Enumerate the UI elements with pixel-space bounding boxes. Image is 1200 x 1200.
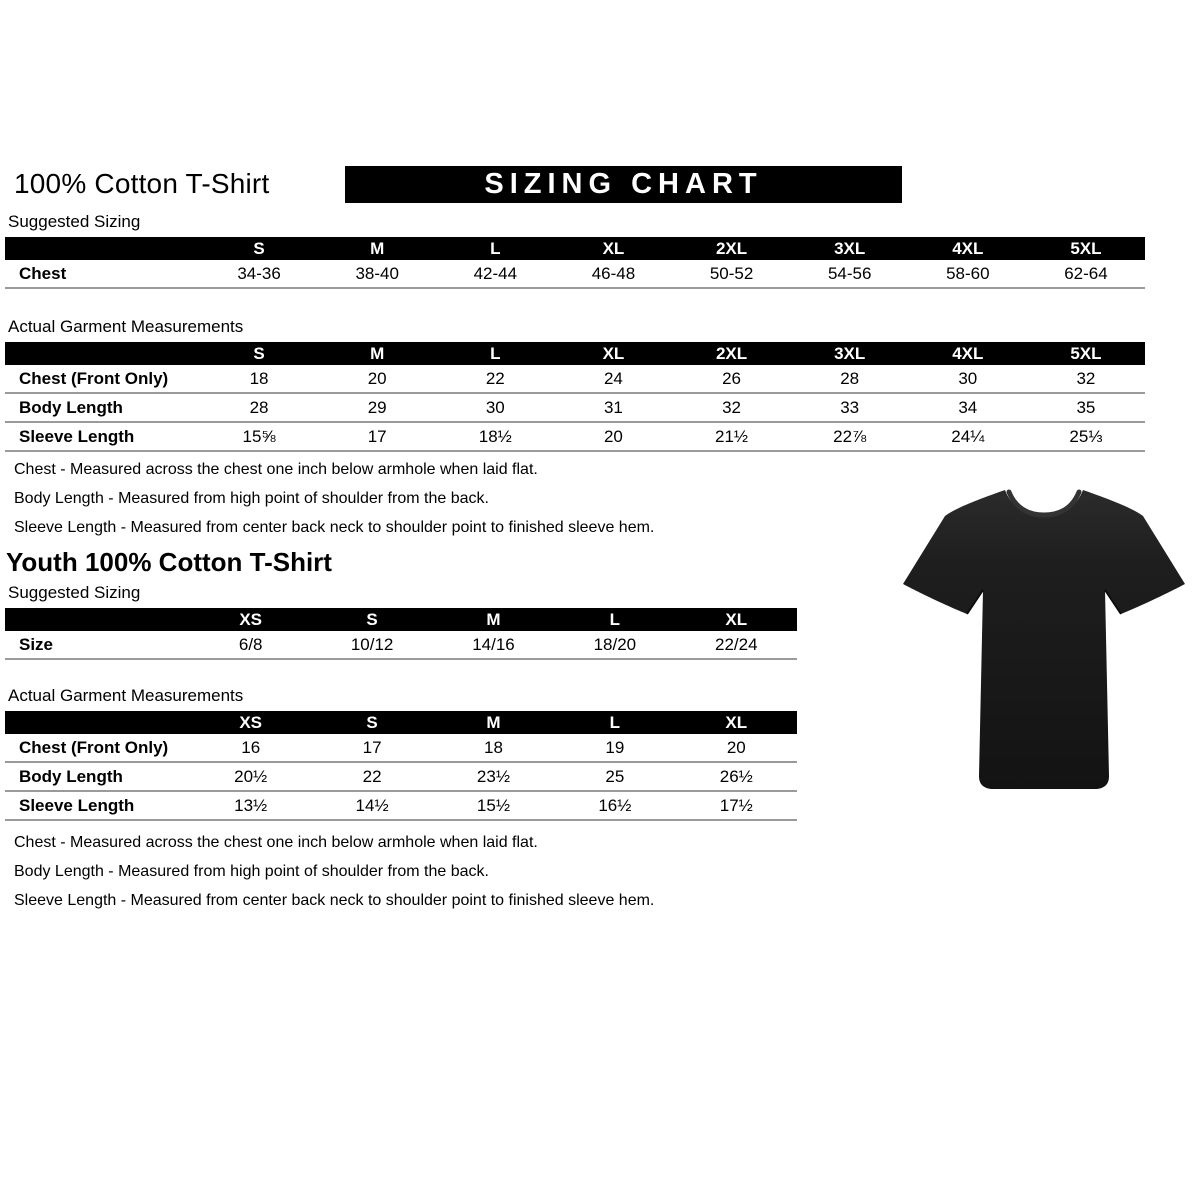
size-value-cell: 17 (318, 422, 436, 451)
row-label: Chest (Front Only) (5, 365, 200, 393)
size-column-header: XL (554, 237, 672, 260)
size-value-cell: 19 (554, 734, 675, 762)
size-value-cell: 18½ (436, 422, 554, 451)
youth-title: Youth 100% Cotton T-Shirt (6, 547, 332, 577)
size-value-cell: 26½ (676, 762, 797, 791)
table-row (5, 734, 797, 762)
row-label: Body Length (5, 393, 200, 422)
header-spacer-cell (5, 711, 190, 734)
size-value-cell: 20 (676, 734, 797, 762)
sizing-chart-banner-text: SIZING CHART (484, 168, 763, 200)
size-value-cell: 58-60 (909, 260, 1027, 288)
youth-suggested-sizing-label: Suggested Sizing (8, 583, 141, 602)
size-value-cell: 20 (554, 422, 672, 451)
size-value-cell: 22 (311, 762, 432, 791)
size-value-cell: 22⅞ (791, 422, 909, 451)
row-label: Chest (Front Only) (5, 734, 190, 762)
size-column-header: 2XL (673, 237, 791, 260)
size-value-cell: 18 (433, 734, 554, 762)
header-spacer-cell (5, 237, 200, 260)
size-value-cell: 34-36 (200, 260, 318, 288)
size-value-cell: 54-56 (791, 260, 909, 288)
size-column-header: M (318, 237, 436, 260)
table-row (5, 631, 797, 659)
size-column-header: 5XL (1027, 342, 1145, 365)
size-value-cell: 20½ (190, 762, 311, 791)
size-value-cell: 25⅓ (1027, 422, 1145, 451)
size-column-header: S (311, 711, 432, 734)
size-value-cell: 30 (436, 393, 554, 422)
table-row (5, 762, 797, 791)
size-value-cell: 24¼ (909, 422, 1027, 451)
note-line: Body Length - Measured from high point of shoulder from the back. (14, 863, 489, 880)
adult-suggested-sizing-label: Suggested Sizing (8, 212, 141, 231)
size-value-cell: 15⅝ (200, 422, 318, 451)
table-row (5, 422, 1145, 451)
header (0, 166, 1200, 206)
size-value-cell: 25 (554, 762, 675, 791)
table-row (5, 260, 1145, 288)
size-value-cell: 62-64 (1027, 260, 1145, 288)
size-value-cell: 30 (909, 365, 1027, 393)
adult-actual-measurements-label: Actual Garment Measurements (8, 317, 244, 336)
tshirt-product-image (893, 476, 1193, 821)
size-column-header: XL (676, 608, 797, 631)
size-value-cell: 29 (318, 393, 436, 422)
size-column-header: 4XL (909, 342, 1027, 365)
size-value-cell: 26 (673, 365, 791, 393)
row-label: Body Length (5, 762, 190, 791)
size-value-cell: 18/20 (554, 631, 675, 659)
note-line: Sleeve Length - Measured from center back neck to shoulder point to finished sleeve hem. (14, 519, 655, 536)
size-column-header: XS (190, 608, 311, 631)
adult-actual-measurements-table (5, 342, 1200, 452)
youth-actual-measurements-label: Actual Garment Measurements (8, 686, 244, 705)
row-label: Chest (5, 260, 200, 288)
size-column-header: S (200, 342, 318, 365)
size-header-row (5, 237, 1145, 260)
size-value-cell: 38-40 (318, 260, 436, 288)
size-column-header: XL (676, 711, 797, 734)
table-row (5, 791, 797, 820)
note-line: Sleeve Length - Measured from center back neck to shoulder point to finished sleeve hem. (14, 892, 655, 909)
size-value-cell: 13½ (190, 791, 311, 820)
size-column-header: M (318, 342, 436, 365)
row-label: Sleeve Length (5, 422, 200, 451)
note-line: Chest - Measured across the chest one inch below armhole when laid flat. (14, 834, 538, 851)
size-value-cell: 42-44 (436, 260, 554, 288)
size-value-cell: 32 (1027, 365, 1145, 393)
size-value-cell: 16 (190, 734, 311, 762)
size-value-cell: 23½ (433, 762, 554, 791)
table-row (5, 365, 1145, 393)
size-column-header: S (200, 237, 318, 260)
size-header-row (5, 608, 797, 631)
size-value-cell: 31 (554, 393, 672, 422)
tshirt-body (903, 490, 1185, 789)
size-column-header: 3XL (791, 342, 909, 365)
row-label: Sleeve Length (5, 791, 190, 820)
table-row (5, 393, 1145, 422)
adult-suggested-sizing-table (5, 237, 1200, 289)
size-value-cell: 33 (791, 393, 909, 422)
size-value-cell: 15½ (433, 791, 554, 820)
size-column-header: L (554, 608, 675, 631)
size-value-cell: 10/12 (311, 631, 432, 659)
size-column-header: 5XL (1027, 237, 1145, 260)
size-column-header: 2XL (673, 342, 791, 365)
size-value-cell: 17 (311, 734, 432, 762)
size-value-cell: 20 (318, 365, 436, 393)
size-column-header: L (554, 711, 675, 734)
sizing-chart-banner (345, 166, 902, 203)
size-value-cell: 32 (673, 393, 791, 422)
size-value-cell: 34 (909, 393, 1027, 422)
size-header-row (5, 711, 797, 734)
note-line: Chest - Measured across the chest one inch below armhole when laid flat. (14, 461, 538, 478)
size-column-header: M (433, 608, 554, 631)
size-column-header: L (436, 237, 554, 260)
size-value-cell: 35 (1027, 393, 1145, 422)
size-value-cell: 21½ (673, 422, 791, 451)
size-value-cell: 28 (200, 393, 318, 422)
size-header-row (5, 342, 1145, 365)
size-column-header: 3XL (791, 237, 909, 260)
size-value-cell: 28 (791, 365, 909, 393)
size-value-cell: 46-48 (554, 260, 672, 288)
size-value-cell: 14½ (311, 791, 432, 820)
note-line: Body Length - Measured from high point of shoulder from the back. (14, 490, 489, 507)
size-value-cell: 50-52 (673, 260, 791, 288)
page-title: 100% Cotton T-Shirt (14, 168, 270, 199)
size-column-header: L (436, 342, 554, 365)
tshirt-graphic (893, 476, 1193, 821)
size-value-cell: 16½ (554, 791, 675, 820)
size-value-cell: 22 (436, 365, 554, 393)
youth-measurement-notes (0, 833, 1200, 911)
size-column-header: 4XL (909, 237, 1027, 260)
size-value-cell: 17½ (676, 791, 797, 820)
size-column-header: S (311, 608, 432, 631)
row-label: Size (5, 631, 190, 659)
size-value-cell: 24 (554, 365, 672, 393)
size-column-header: XS (190, 711, 311, 734)
size-value-cell: 6/8 (190, 631, 311, 659)
size-value-cell: 18 (200, 365, 318, 393)
size-value-cell: 22/24 (676, 631, 797, 659)
size-value-cell: 14/16 (433, 631, 554, 659)
size-column-header: M (433, 711, 554, 734)
size-column-header: XL (554, 342, 672, 365)
header-spacer-cell (5, 608, 190, 631)
header-spacer-cell (5, 342, 200, 365)
